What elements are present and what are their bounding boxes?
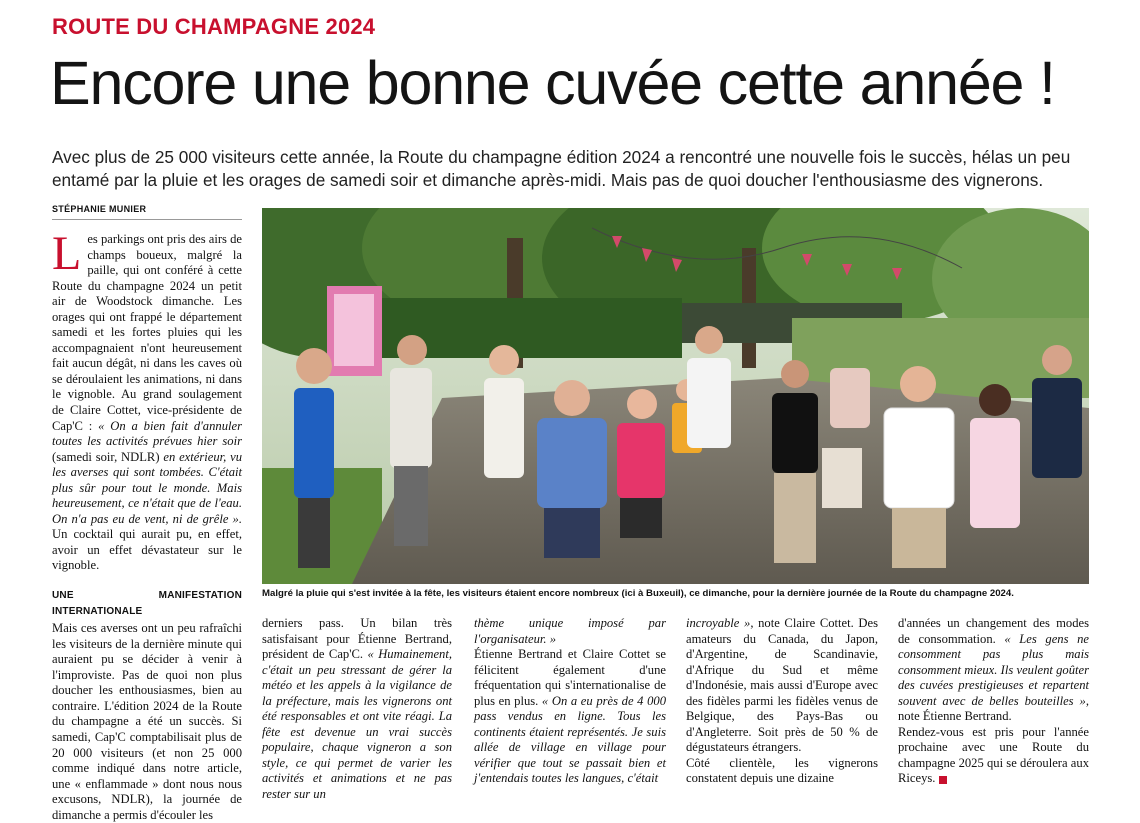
quote-cottet-3: « On a eu près de 4 000 pass vendus en ligne. Tous les continents étaient représentés. Je suis allée de village en village pour vérifier que tout se passait bien et j'entendais toutes les langues, c'était: [474, 693, 666, 786]
col4-text: , note Claire Cottet. Des amateurs du Canada, du Japon, d'Argentine, de Scandinavie, d'Afrique du Sud et même d'Indonésie, mais aussi d'Europe avec des fidèles parmi les fidèles venus de Belgique, des Pays-Bas ou d'Angleterre. Soit près de 50 % de dégustateurs étrangers.: [686, 616, 878, 755]
section-kicker: ROUTE DU CHAMPAGNE 2024: [52, 14, 376, 39]
col5-attribution: , note Étienne Bertrand.: [898, 693, 1089, 724]
article-column-2: [262, 616, 452, 803]
paragraph-7: [898, 616, 1089, 725]
crowd-photo-illustration: [262, 208, 1089, 584]
quote-cottet-end: incroyable »: [686, 616, 751, 630]
article-column-1: [52, 227, 242, 823]
paragraph-4: [474, 647, 666, 787]
closing-text: Rendez-vous est pris pour l'année prochaine avec une Route du champagne 2025 qui se déroulera aux Riceys.: [898, 724, 1089, 786]
col5-text: d'années un changement des modes de consommation.: [898, 616, 1089, 646]
quote-continuation: [474, 616, 666, 647]
article-column-3: [474, 616, 666, 787]
article-column-4: [686, 616, 878, 787]
article-column-5: [898, 616, 1089, 787]
paragraph-closing: [898, 725, 1089, 787]
article-photo: [262, 208, 1089, 584]
paragraph-2: Mais ces averses ont un peu rafraîchi les visiteurs de la dernière minute qui auraient pu se décider à venir à l'improviste. Pas de quoi non plus doucher les enthousiasmes, bien au contraire. L'édition 2024 de la Route du champagne a été un succès. Si samedi, Cap'C comptabilisait plus de 20 000 visiteurs (et non 25 000 comme indiqué dans notre article, une « enflammade » dont nous nous excusons, NDLR), la journée de dimanche a permis d'écouler les: [52, 621, 242, 822]
dropcap: L: [52, 227, 82, 280]
intro-end: Un cocktail qui aurait pu, en effet, avoir un effet dévastateur sur le vignoble.: [52, 527, 242, 573]
photo-caption: Malgré la pluie qui s'est invitée à la fête, les visiteurs étaient encore nombreux (ici à Buxeuil), ce dimanche, pour la dernière journée de la Route du champagne 2024.: [262, 588, 1014, 599]
quote-bertrand-2: « Les gens ne consomment pas plus mais consomment mieux. Ils veulent goûter des cuvées prestigieuses et repartent souvent avec de belles bouteilles »: [898, 631, 1089, 708]
intro-aside: (samedi soir, NDLR): [52, 449, 164, 464]
article-headline: Encore une bonne cuvée cette année !: [50, 49, 1055, 117]
col3-text: Étienne Bertrand et Claire Cottet se félicitent également d'une fréquentation qui s'internationalise de plus en plus.: [474, 647, 666, 708]
section-subhead: UNE MANIFESTATION INTERNATIONALE: [52, 590, 242, 617]
col2-text: derniers pass. Un bilan très satisfaisant pour Étienne Bertrand, président de Cap'C.: [262, 616, 452, 662]
quote-bertrand-1: « Humainement, c'était un peu stressant de gérer la météo et les appels à la vigilance de la préfecture, mais les vignerons ont été responsables et ont vite réagi. La fête est devenue un vrai succès populaire, chaque vigneron a son style, ce qui permet de varier les activités et animations et ne pas rester sur un: [262, 647, 452, 802]
article-lead: Avec plus de 25 000 visiteurs cette année, la Route du champagne édition 2024 a rencontré une nouvelle fois le succès, hélas un peu entamé par la pluie et les orages de samedi soir et dimanche après-midi. Mais pas de quoi doucher l'enthousiasme des vignerons.: [52, 147, 1071, 190]
paragraph-5: [686, 616, 878, 756]
intro-text: es parkings ont pris des airs de champs boueux, malgré la paille, qui ont conféré à cette Route du champagne 2024 un petit air de Woodstock dimanche. Les orages qui ont frappé le département samedi et les fortes pluies qui les accompagnaient n'ont heureusement fait aucun dégât, ni dans les caves où se déroulaient les animations, ni dans le vignoble. Au grand soulagement de Claire Cottet, vice-présidente de Cap'C :: [52, 232, 242, 433]
paragraph-3: [262, 616, 452, 803]
quote-cottet-2: en extérieur, vu les averses qui sont tombées. C'était plus sûr pour tout le monde. Mais heureusement, ce n'était que de l'eau. On n'a pas eu de vent, ni de grêle ».: [52, 449, 242, 526]
quote-cottet-1: « On a bien fait d'annuler toutes les activités prévues hier soir: [52, 418, 242, 449]
author-byline: STÉPHANIE MUNIER: [52, 204, 242, 220]
end-of-article-square-icon: [939, 776, 947, 784]
paragraph-intro: [52, 227, 242, 574]
paragraph-6: Côté clientèle, les vignerons constatent depuis une dizaine: [686, 755, 878, 786]
quote-bertrand-end: thème unique imposé par l'organisateur. »: [474, 616, 666, 646]
